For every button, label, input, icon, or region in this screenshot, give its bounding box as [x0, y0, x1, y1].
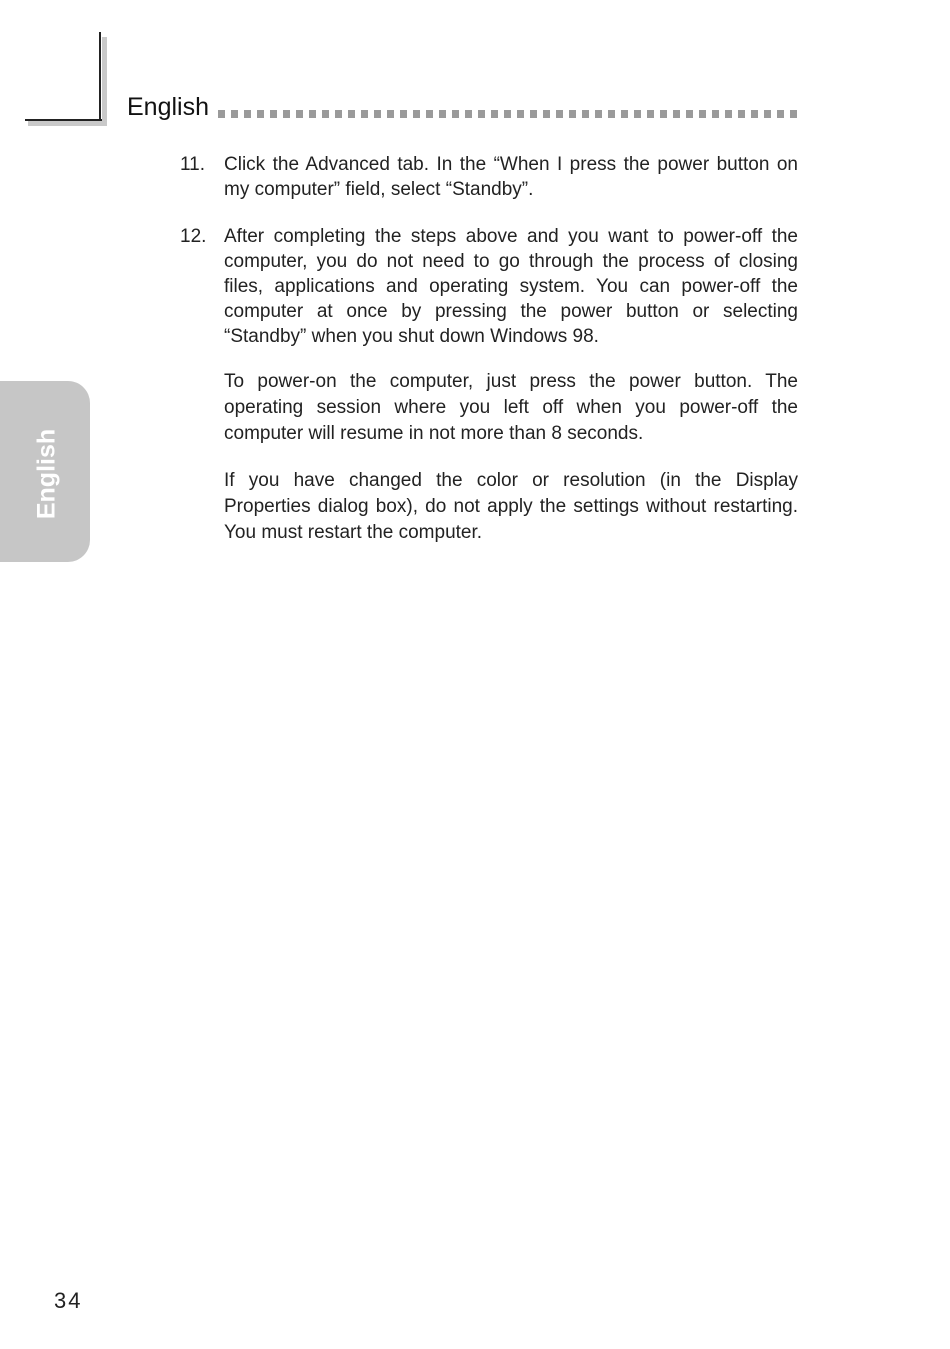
section-title: English [127, 93, 209, 121]
side-tab-label: English [32, 428, 61, 520]
list-item-text: After completing the steps above and you want to power-off the computer, you do not need to go through the process of closing files, applications and operating system. You can power-off the computer at once by pressing the power button or selecting “Standby” when you shut down Windows 98. [224, 226, 798, 347]
corner-mark [25, 119, 102, 121]
list-item-number: 12. [180, 226, 207, 247]
corner-mark-shadow [28, 121, 106, 126]
body-paragraph: If you have changed the color or resolution (in the Display Properties dialog box), do not apply the settings without restarting. You must restart the computer. [224, 470, 798, 543]
header-dotted-rule [218, 110, 798, 118]
page-number: 34 [54, 1288, 83, 1313]
list-item [180, 224, 798, 349]
list-item [180, 152, 798, 202]
corner-mark [99, 32, 101, 121]
body-paragraph: To power-on the computer, just press the power button. The operating session where you left off when you power-off the computer will resume in not more than 8 seconds. [224, 371, 798, 444]
list-item-number: 11. [180, 154, 206, 175]
corner-mark-shadow [102, 37, 107, 126]
list-item-text: Click the Advanced tab. In the “When I press the power button on my computer” field, select “Standby”. [224, 154, 798, 200]
